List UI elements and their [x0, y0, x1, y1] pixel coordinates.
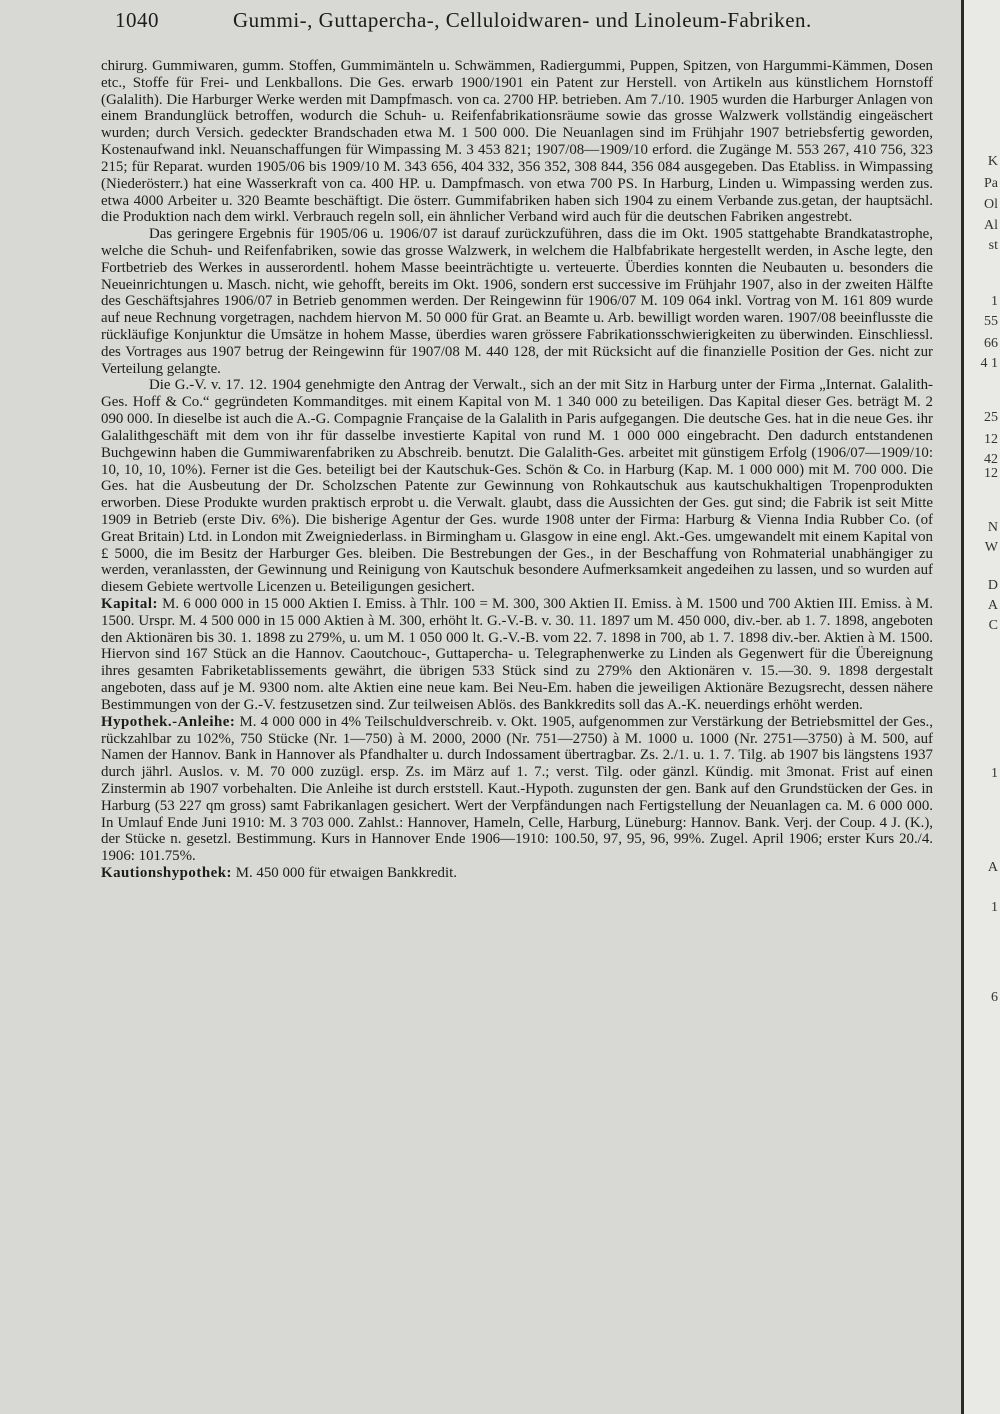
margin-fragment: Pa: [984, 176, 998, 191]
margin-fragment: 55: [984, 314, 998, 329]
margin-fragment: st: [988, 238, 998, 253]
paragraph-galalith-participation: Die G.-V. v. 17. 12. 1904 genehmigte den Antrag der Verwalt., sich an der mit Sitz in Harburg unter der Firma „Internat. Galalith-Ges. Hoff & Co.“ gegründeten Kommanditges. mit einem Kapital von M. 1 340 000 zu beteiligen. Das Kapital dieser Ges. beträgt M. 2 090 000. In dieselbe ist auch die A.-G. Compagnie Française de la Galalith in Paris aufgegangen. Die deutsche Ges. hat in die neue Ges. ihr Galalithgeschäft mit dem von ihr für dasselbe investierte Kapital von rund M. 1 000 000 eingebracht. Den dadurch entstandenen Buchgewinn haben die Gummiwarenfabriken zu Abschreib. benutzt. Die Galalith-Ges. arbeitet mit günstigem Erfolg (1906/07—1909/10: 10, 10, 10, 10%). Ferner ist die Ges. beteiligt bei der Kautschuk-Ges. Schön & Co. in Harburg (Kap. M. 1 000 000) mit M. 700 000. Die Ges. hat die Ausbeutung der Dr. Scholzschen Patente zur Gewinnung von Rohkautschuk aus kautschukhaltigen Tropenprodukten erworben. Diese Produkte wurden praktisch erprobt u. die Verwalt. glaubt, dass die Aussichten der Ges. gut sind; die Fabrik ist seit Mitte 1909 in Betrieb (erste Div. 6%). Die bisherige Agentur der Ges. wurde 1908 unter der Firma: Harburg & Vienna India Rubber Co. (of Great Britain) Ltd. in London mit Zweigniederlass. in Birmingham u. Glasgow in eine engl. Akt.-Ges. umgewandelt mit einem Kapital von £ 5000, die im Besitz der Harburger Ges. bleiben. Die Bestrebungen der Ges., in der Beschaffung von Rohmaterial unabhängiger zu werden, veranlassten, der Gewinnung und Reinigung von Kautschuk besondere Aufmerksamkeit angedeihen zu lassen, und so wurden auf diesem Gebiete wertvolle Licenzen u. Beteiligungen gesichert.: [101, 377, 933, 596]
kapital-text: M. 6 000 000 in 15 000 Aktien I. Emiss. à Thlr. 100 = M. 300, 300 Aktien II. Emiss. à M. 1500 und 700 Aktien III. Emiss. à M. 1500. Urspr. M. 4 500 000 in 15 000 Aktien à M. 300, erhöht lt. G.-V.-B. v. 30. 11. 1897 um M. 450 000, div.-ber. ab 1. 7. 1898, angeboten den Aktionären bis 30. 1. 1898 zu 279%, u. um M. 1 050 000 lt. G.-V.-B. vom 22. 7. 1898 in 700, ab 1. 7. 1898 div.-ber. Aktien à M. 1500. Hiervon sind 167 Stück an die Hannov. Caoutchouc-, Guttapercha- u. Telegraphenwerke zu Linden als Gegenwert für die Übereignung ihres gesamten Fabriketablissements gewährt, die übrigen 533 Stück sind zu 279% den Aktionären v. 15.—30. 9. 1898 dergestalt angeboten, dass auf je M. 9300 nom. alte Aktien eine neue kam. Bei Neu-Em. haben die jeweiligen Aktionäre Bezugsrecht, dessen nähere Bestimmungen von der G.-V. festzusetzen sind. Zur teilweisen Ablös. des Bankkredits soll das A.-K. neuerdings erhöht werden.: [101, 596, 933, 713]
section-kautionshypothek: [101, 865, 933, 882]
page-number: 1040: [115, 8, 159, 32]
margin-fragment: 25: [984, 410, 998, 425]
margin-fragment: 1: [991, 900, 998, 915]
margin-fragment: A: [987, 860, 998, 875]
margin-fragment: 12: [984, 432, 998, 447]
hypothek-text: M. 4 000 000 in 4% Teilschuldverschreib. v. Okt. 1905, aufgenommen zur Verstärkung der Betriebsmittel der Ges., rückzahlbar zu 102%, 750 Stücke (Nr. 1—750) à M. 2000, 2000 (Nr. 751—2750) à M. 1000 u. 1000 (Nr. 2751—3750) à M. 500, auf Namen der Hannov. Bank in Hannover als Pfandhalter u. durch Indossament übertragbar. Zs. 2./1. u. 1. 7. Tilg. ab 1907 bis längstens 1937 durch jährl. Auslos. v. M. 70 000 zuzügl. ersp. Zs. im März auf 1. 7.; verst. Tilg. oder gänzl. Kündig. mit 3monat. Frist auf einen Zinstermin ab 1907 vorbehalten. Die Anleihe ist durch erststell. Kaut.-Hypoth. zugunsten der gen. Bank auf den Grundstücken der Ges. in Harburg (53 227 qm gross) samt Fabrikanlagen gesichert. Wert der Verpfändungen nach Fertigstellung der Neuanlagen ca. M. 6 000 000. In Umlauf Ende Juni 1910: M. 3 703 000. Zahlst.: Hannover, Hameln, Celle, Harburg, Lüneburg: Hannov. Bank. Verj. der Coup. 4 J. (K.), der Stücke n. gesetzl. Bestimmung. Kurs in Hannover Ende 1906—1910: 100.50, 97, 95, 96, 99%. Zugel. April 1906; erster Kurs 20./4. 1906: 101.75%.: [101, 713, 933, 865]
margin-fragment: D: [987, 578, 998, 593]
kapital-label: Kapital:: [101, 596, 158, 612]
margin-fragment: K: [987, 154, 998, 169]
hypothek-label: Hypothek.-Anleihe:: [101, 713, 236, 730]
margin-fragment: 1: [991, 766, 998, 781]
margin-fragment: 12: [984, 466, 998, 481]
section-kapital: [101, 596, 933, 714]
section-hypothek-anleihe: [101, 714, 933, 865]
paragraph-company-description: chirurg. Gummiwaren, gumm. Stoffen, Gummimänteln u. Schwämmen, Radiergummi, Puppen, Spitzen, von Hargummi-Kämmen, Dosen etc., Stoffe für Frei- und Lenkballons. Die Ges. erwarb 1900/1901 ein Patent zur Herstell. von Artikeln aus künstlichem Hornstoff (Galalith). Die Harburger Werke werden mit Dampfmasch. von ca. 2700 HP. betrieben. Am 7./10. 1905 wurden die Harburger Anlagen von einem Brandunglück betroffen, wodurch die Schuh- u. Reifenfabrikationsräume sowie das grosse Walzwerk vollständig eingeäschert wurden; durch Versich. gedeckter Brandschaden etwa M. 1 500 000. Die Neuanlagen sind im Frühjahr 1907 betriebsfertig geworden, Kostenaufwand inkl. Neuanschaffungen für Wimpassing M. 3 453 821; 1907/08—1909/10 erford. die Zugänge M. 553 267, 410 756, 323 215; für Reparat. wurden 1905/06 bis 1909/10 M. 343 656, 404 332, 356 352, 308 844, 356 084 ausgegeben. Das Etabliss. in Wimpassing (Niederösterr.) hat eine Wasserkraft von ca. 400 HP. u. Dampfmasch. von etwa 700 PS. In Harburg, Linden u. Wimpassing werden zus. etwa 4000 Arbeiter u. 320 Beamte beschäftigt. Die österr. Gummifabriken haben sich 1904 zu einem Verbande zus.getan, der hauptsächl. die Produktion nach dem wirkl. Verbrauch regeln soll, ein ähnlicher Verband wird auch für die deutschen Fabriken angestrebt.: [101, 58, 933, 226]
margin-fragment: Al: [984, 218, 998, 233]
margin-fragment: C: [988, 618, 998, 633]
margin-fragment: 6: [991, 990, 998, 1005]
margin-fragment: 66: [984, 336, 998, 351]
margin-fragment: N: [987, 520, 998, 535]
margin-fragment: 1: [991, 294, 998, 309]
body-text: [101, 58, 933, 882]
margin-fragment: W: [984, 540, 998, 555]
adjacent-page-edge: [961, 0, 1000, 1414]
page-header: [115, 8, 965, 33]
margin-fragment: Ol: [984, 197, 998, 212]
paragraph-business-results: Das geringere Ergebnis für 1905/06 u. 1906/07 ist darauf zurückzuführen, dass die im Okt. 1905 stattgehabte Brandkatastrophe, welche die Schuh- und Reifenfabriken, sowie das grosse Walzwerk, in welchem die Halbfabrikate hergestellt werden, in Asche legte, den Fortbetrieb des Werkes in ausserordentl. hohem Masse beeinträchtigte u. verteuerte. Überdies konnten die Neubauten u. besonders die Neueinrichtungen u. Masch. nicht, wie gehofft, bereits im Okt. 1906, sondern erst successive im Frühjahr 1907, also in der zweiten Hälfte des Geschäftsjahres 1906/07 in Betrieb genommen werden. Der Reingewinn für 1906/07 M. 109 064 inkl. Vortrag von M. 161 809 wurde auf neue Rechnung vorgetragen, nachdem hiervon M. 50 000 für Grat. an Beamte u. Arb. bewilligt worden waren. 1907/08 beeinflusste die rückläufige Konjunktur die Umsätze in hohem Masse, überdies waren grössere Fabrikationsschwierigkeiten zu überwinden. Einschliessl. des Vortrages aus 1907 betrug der Reingewinn für 1907/08 M. 440 128, der mit Rücksicht auf die finanzielle Position der Ges. nicht zur Verteilung gelangte.: [101, 226, 933, 377]
margin-fragment: A: [987, 598, 998, 613]
kaution-label: Kautionshypothek:: [101, 865, 232, 881]
margin-fragment: 42: [984, 452, 998, 467]
kaution-text: M. 450 000 für etwaigen Bankkredit.: [231, 865, 457, 881]
margin-fragment: 4 1: [980, 356, 998, 371]
running-title: Gummi-, Guttapercha-, Celluloidwaren- und Linoleum-Fabriken.: [233, 8, 812, 32]
